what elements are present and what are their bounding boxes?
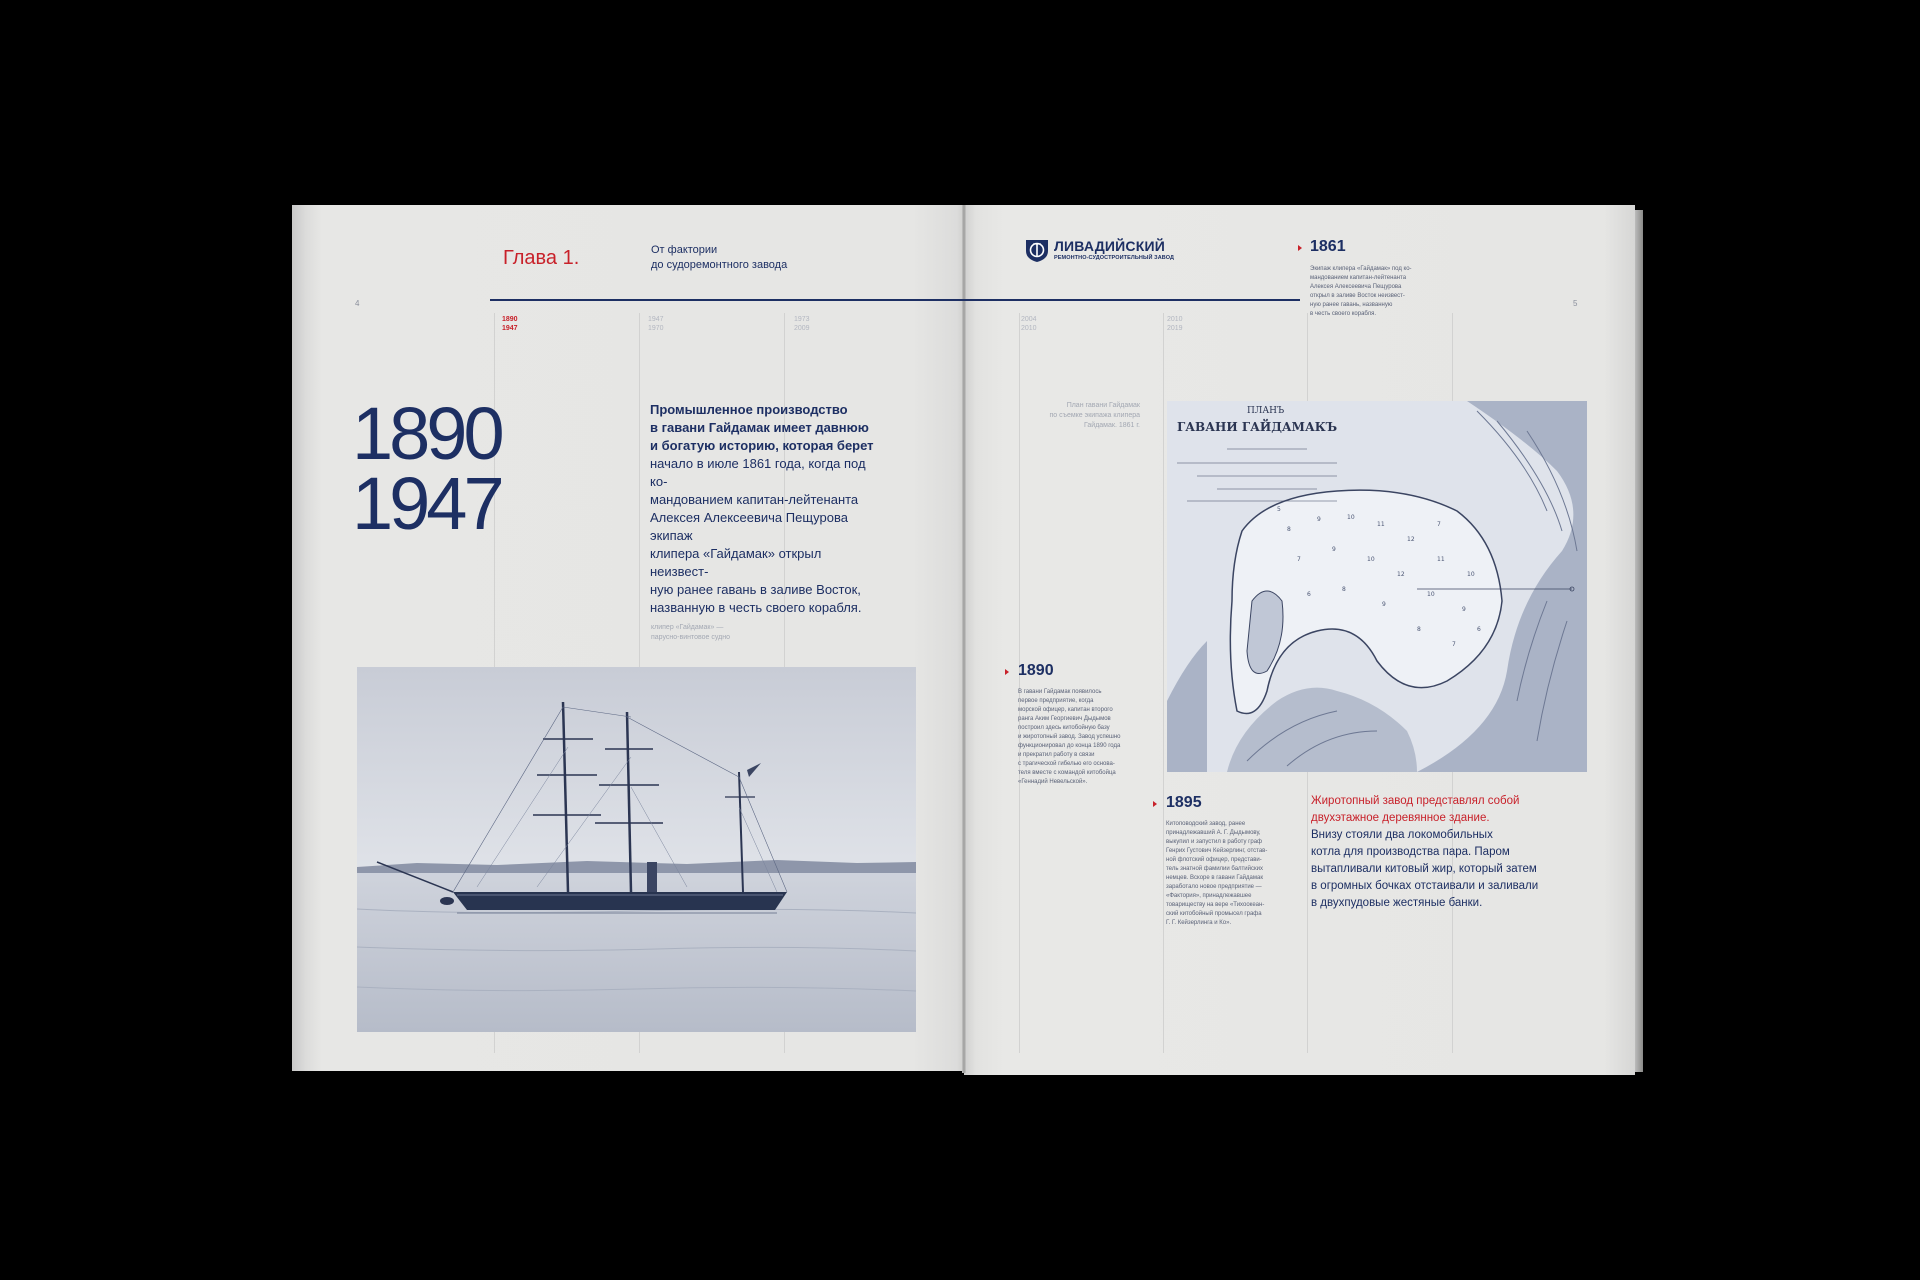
map-title-top: ПЛАНЪ	[1247, 406, 1285, 416]
nav-period-1973-2009[interactable]	[794, 315, 810, 333]
quote-line: в двухпудовые жестяные банки.	[1311, 897, 1483, 909]
nav-period-1947-1970[interactable]	[648, 315, 664, 333]
svg-text:5: 5	[1277, 506, 1281, 513]
entry-line: «Фактория», принадлежавшее	[1166, 893, 1252, 899]
entry-line: В гавани Гайдамак появилось	[1018, 689, 1102, 695]
intro-line: в гавани Гайдамак имеет давнюю	[650, 420, 869, 435]
intro-line: начало в июле 1861 года, когда под ко-	[650, 456, 866, 489]
svg-text:12: 12	[1407, 536, 1415, 543]
svg-text:7: 7	[1437, 521, 1441, 528]
entry-line: ной флотский офицер, представи-	[1166, 857, 1262, 863]
entry-1895-year: 1895	[1166, 794, 1202, 811]
map-caption-line: Гайдамак. 1861 г.	[1084, 422, 1140, 429]
entry-line: первое предприятие, когда	[1018, 698, 1094, 704]
svg-text:8: 8	[1287, 526, 1291, 533]
header-rule	[490, 299, 1300, 301]
entry-line: функционировал до конца 1890 года	[1018, 743, 1121, 749]
svg-text:8: 8	[1342, 586, 1346, 593]
nav-period-1890-1947[interactable]	[502, 315, 518, 333]
period-years-heading	[352, 392, 501, 545]
svg-text:12: 12	[1397, 571, 1405, 578]
intro-line: Алексея Алексеевича Пещурова экипаж	[650, 510, 848, 543]
svg-text:11: 11	[1377, 521, 1385, 528]
entry-line: принадлежавший А. Г. Дыдымову,	[1166, 830, 1261, 836]
entry-line: Генрих Густович Кейзерлинг, отстав-	[1166, 848, 1268, 854]
photo-caption-line: парусно-винтовое судно	[651, 634, 731, 641]
nav-period-2010-2019[interactable]	[1167, 315, 1183, 333]
map-caption	[1039, 401, 1140, 431]
entry-line: в честь своего корабля.	[1310, 311, 1376, 317]
logo-name: ЛИВАДИЙСКИЙ	[1054, 238, 1166, 254]
quote-line: котла для производства пара. Паром	[1311, 846, 1510, 858]
nav-year-top: 1973	[794, 316, 810, 323]
map-caption-line: по съемке экипажа клипера	[1049, 412, 1140, 419]
entry-line: ский китобойный промысел графа	[1166, 911, 1262, 917]
entry-line: Китоповодский завод, ранее	[1166, 821, 1246, 827]
intro-line: мандованием капитан-лейтенанта	[650, 492, 859, 507]
page-edge	[1635, 210, 1643, 1072]
svg-text:6: 6	[1307, 591, 1311, 598]
entry-line: с трагической гибелью его основа-	[1018, 761, 1115, 767]
map-caption-line: План гавани Гайдамак	[1066, 402, 1140, 409]
intro-line: и богатую историю, которая берет	[650, 438, 874, 453]
entry-1861-text	[1310, 265, 1460, 319]
red-arrow-icon	[1005, 669, 1009, 675]
nav-year-bottom: 2010	[1021, 325, 1037, 332]
svg-text:9: 9	[1462, 606, 1466, 613]
svg-text:7: 7	[1452, 641, 1456, 648]
svg-text:10: 10	[1347, 514, 1355, 521]
entry-line: товариществу на вере «Тихоокеан-	[1166, 902, 1265, 908]
nav-year-bottom: 1947	[502, 325, 518, 332]
chapter-title-line: От фактории	[651, 244, 718, 256]
svg-text:10: 10	[1427, 591, 1435, 598]
entry-1895-text	[1166, 820, 1300, 928]
svg-text:10: 10	[1367, 556, 1375, 563]
entry-line: и прекратил работу в связи	[1018, 752, 1095, 758]
entry-1861-year: 1861	[1310, 238, 1346, 255]
intro-paragraph	[650, 401, 882, 617]
nav-year-bottom: 2019	[1167, 325, 1183, 332]
anchor-emblem-icon	[1024, 237, 1050, 263]
ship-photo	[357, 667, 916, 1032]
entry-line: построил здесь китобойную базу	[1018, 725, 1110, 731]
entry-line: Экипаж клипера «Гайдамак» под ко-	[1310, 266, 1412, 272]
quote-line: в огромных бочках отстаивали и заливали	[1311, 880, 1539, 892]
entry-line: тель знатной фамилии балтийских	[1166, 866, 1263, 872]
entry-line: заработало новое предприятие —	[1166, 884, 1262, 890]
chapter-title-line: до судоремонтного завода	[651, 259, 788, 271]
svg-text:8: 8	[1417, 626, 1421, 633]
chapter-label: Глава 1.	[503, 247, 580, 269]
entry-line: немцев. Вскоре в гавани Гайдамак	[1166, 875, 1263, 881]
entry-line: морской офицер, капитан второго	[1018, 707, 1113, 713]
entry-line: Г. Г. Кейзерлинга и Ко».	[1166, 920, 1232, 926]
entry-line: ную ранее гавань, названную	[1310, 302, 1393, 308]
page-number-right: 5	[1573, 299, 1578, 308]
entry-line: мандованием капитан-лейтенанта	[1310, 275, 1407, 281]
spine-fold	[962, 205, 966, 1073]
entry-1890-year: 1890	[1018, 662, 1054, 679]
nav-year-bottom: 1970	[648, 325, 664, 332]
svg-text:6: 6	[1477, 626, 1481, 633]
red-arrow-icon	[1153, 801, 1157, 807]
grid-line	[1019, 313, 1020, 1053]
svg-text:9: 9	[1382, 601, 1386, 608]
page-number-left: 4	[355, 299, 360, 308]
harbor-map	[1167, 401, 1587, 772]
entry-line: Алексея Алексеевича Пещурова	[1310, 284, 1402, 290]
period-start-year: 1890	[352, 392, 501, 475]
entry-line: ранга Аким Георгиевич Дыдымов	[1018, 716, 1111, 722]
photo-caption	[651, 623, 730, 643]
quote-highlight-line: двухэтажное деревянное здание.	[1311, 812, 1490, 824]
entry-line: «Геннадий Невельской».	[1018, 779, 1088, 785]
period-end-year: 1947	[352, 462, 501, 545]
nav-year-top: 1947	[648, 316, 664, 323]
nav-period-2004-2010[interactable]	[1021, 315, 1037, 333]
svg-text:11: 11	[1437, 556, 1445, 563]
quote-line: Внизу стояли два локомобильных	[1311, 829, 1493, 841]
intro-line: ную ранее гавань в заливе Восток,	[650, 582, 861, 597]
svg-text:7: 7	[1297, 556, 1301, 563]
quote-highlight-line: Жиротопный завод представлял собой	[1311, 795, 1520, 807]
intro-line: клипера «Гайдамак» открыл неизвест-	[650, 546, 822, 579]
logo-subtitle: РЕМОНТНО-СУДОСТРОИТЕЛЬНЫЙ ЗАВОД	[1054, 255, 1175, 261]
nav-year-top: 2010	[1167, 316, 1183, 323]
factory-description	[1311, 793, 1559, 912]
entry-1890-text	[1018, 688, 1148, 787]
entry-line: и жиротопный завод. Завод успешно	[1018, 734, 1121, 740]
intro-line: названную в честь своего корабля.	[650, 600, 862, 615]
svg-text:9: 9	[1317, 516, 1321, 523]
grid-line	[1163, 313, 1164, 1053]
nav-year-top: 1890	[502, 316, 518, 323]
chapter-title	[651, 243, 787, 273]
intro-line: Промышленное производство	[650, 402, 848, 417]
svg-text:9: 9	[1332, 546, 1336, 553]
entry-line: выкупил и запустил в работу граф	[1166, 839, 1262, 845]
map-title-main: ГАВАНИ ГАЙДАМАКЪ	[1177, 420, 1338, 434]
entry-line: открыл в заливе Восток неизвест-	[1310, 293, 1405, 299]
svg-text:10: 10	[1467, 571, 1475, 578]
nav-year-top: 2004	[1021, 316, 1037, 323]
entry-line: теля вместе с командой китобойца	[1018, 770, 1116, 776]
red-arrow-icon	[1298, 245, 1302, 251]
nav-year-bottom: 2009	[794, 325, 810, 332]
photo-caption-line: клипер «Гайдамак» —	[651, 624, 724, 631]
company-logo	[1024, 237, 1204, 267]
quote-line: вытапливали китовый жир, который затем	[1311, 863, 1537, 875]
